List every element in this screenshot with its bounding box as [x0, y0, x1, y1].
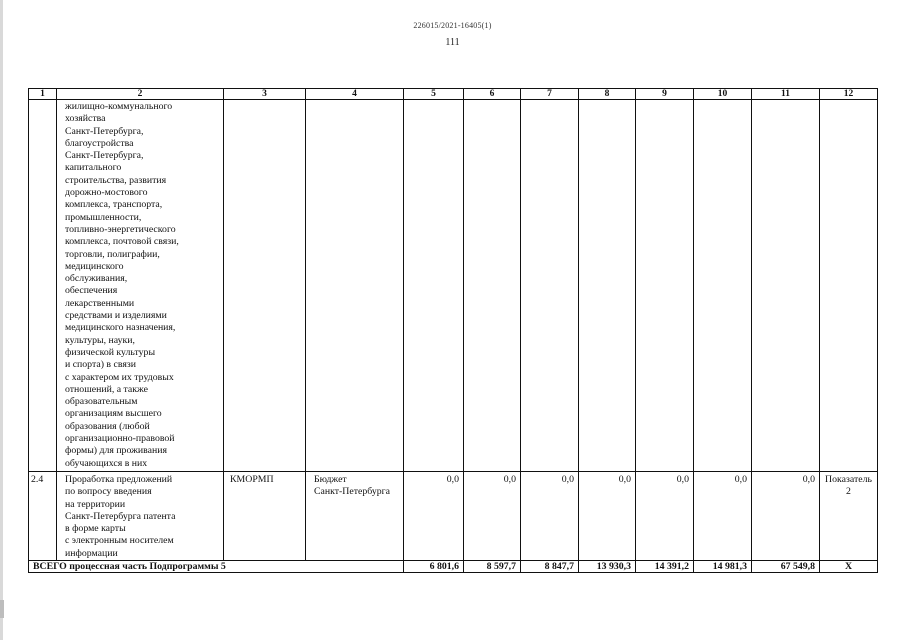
cell-empty [579, 100, 636, 472]
header-cell: 9 [636, 89, 694, 100]
row-value: 0,0 [752, 472, 820, 561]
total-value: 67 549,8 [752, 561, 820, 573]
header-cell: 12 [820, 89, 878, 100]
header-cell: 2 [57, 89, 224, 100]
continued-description: жилищно-коммунального хозяйства Санкт-Петербурга, благоустройства Санкт-Петербурга, капитального строительства, развития дорожно-мостового комплекса, транспорта, промышленности, топливно-энергетического комплекса, почтовой связи, торговли, полиграфии, медицинского обслуживания, обеспечения лекарственными средствами и изделиями медицинского назначения, культуры, науки, физической культуры и спорта) в связи с характером их трудовых отношений, а также образовательным организациям высшего образования (любой организационно-правовой формы) для проживания обучающихся в них [57, 100, 224, 472]
cell-empty [464, 100, 521, 472]
row-executor: КМОРМП [224, 472, 306, 561]
row-name: Проработка предложений по вопросу введения на территории Санкт-Петербурга патента в форме карты с электронным носителем информации [57, 472, 224, 561]
table-row-continued [29, 100, 878, 472]
cell-empty [306, 100, 404, 472]
total-value: 6 801,6 [404, 561, 464, 573]
header-cell: 7 [521, 89, 579, 100]
header-cell: 3 [224, 89, 306, 100]
cell-empty [224, 100, 306, 472]
cell-empty [752, 100, 820, 472]
row-value: 0,0 [521, 472, 579, 561]
cell-empty [636, 100, 694, 472]
row-funding-source: Бюджет Санкт-Петербурга [306, 472, 404, 561]
row-value: 0,0 [404, 472, 464, 561]
header-cell: 8 [579, 89, 636, 100]
header-row [29, 89, 878, 100]
header-cell: 10 [694, 89, 752, 100]
total-mark: X [820, 561, 878, 573]
cell-empty [694, 100, 752, 472]
budget-table [28, 88, 878, 573]
total-value: 13 930,3 [579, 561, 636, 573]
scan-edge-mark-lower [0, 600, 4, 618]
header-cell: 5 [404, 89, 464, 100]
header-cell: 4 [306, 89, 404, 100]
total-label: ВСЕГО процессная часть Подпрограммы 5 [29, 561, 404, 573]
header-cell: 11 [752, 89, 820, 100]
total-value: 8 597,7 [464, 561, 521, 573]
total-value: 14 981,3 [694, 561, 752, 573]
cell-empty [521, 100, 579, 472]
registration-stamp: 226015/2021-16405(1) [413, 21, 492, 30]
cell-empty [29, 100, 57, 472]
header-cell: 6 [464, 89, 521, 100]
page-number: 111 [445, 37, 460, 48]
header-cell: 1 [29, 89, 57, 100]
cell-empty [404, 100, 464, 472]
row-indicator: Показатель 2 [820, 472, 878, 561]
row-value: 0,0 [579, 472, 636, 561]
total-value: 14 391,2 [636, 561, 694, 573]
row-value: 0,0 [694, 472, 752, 561]
table-row-2-4 [29, 472, 878, 561]
total-row [29, 561, 878, 573]
row-value: 0,0 [636, 472, 694, 561]
row-value: 0,0 [464, 472, 521, 561]
scan-edge-mark [0, 0, 3, 640]
row-number: 2.4 [29, 472, 57, 561]
cell-empty [820, 100, 878, 472]
total-value: 8 847,7 [521, 561, 579, 573]
